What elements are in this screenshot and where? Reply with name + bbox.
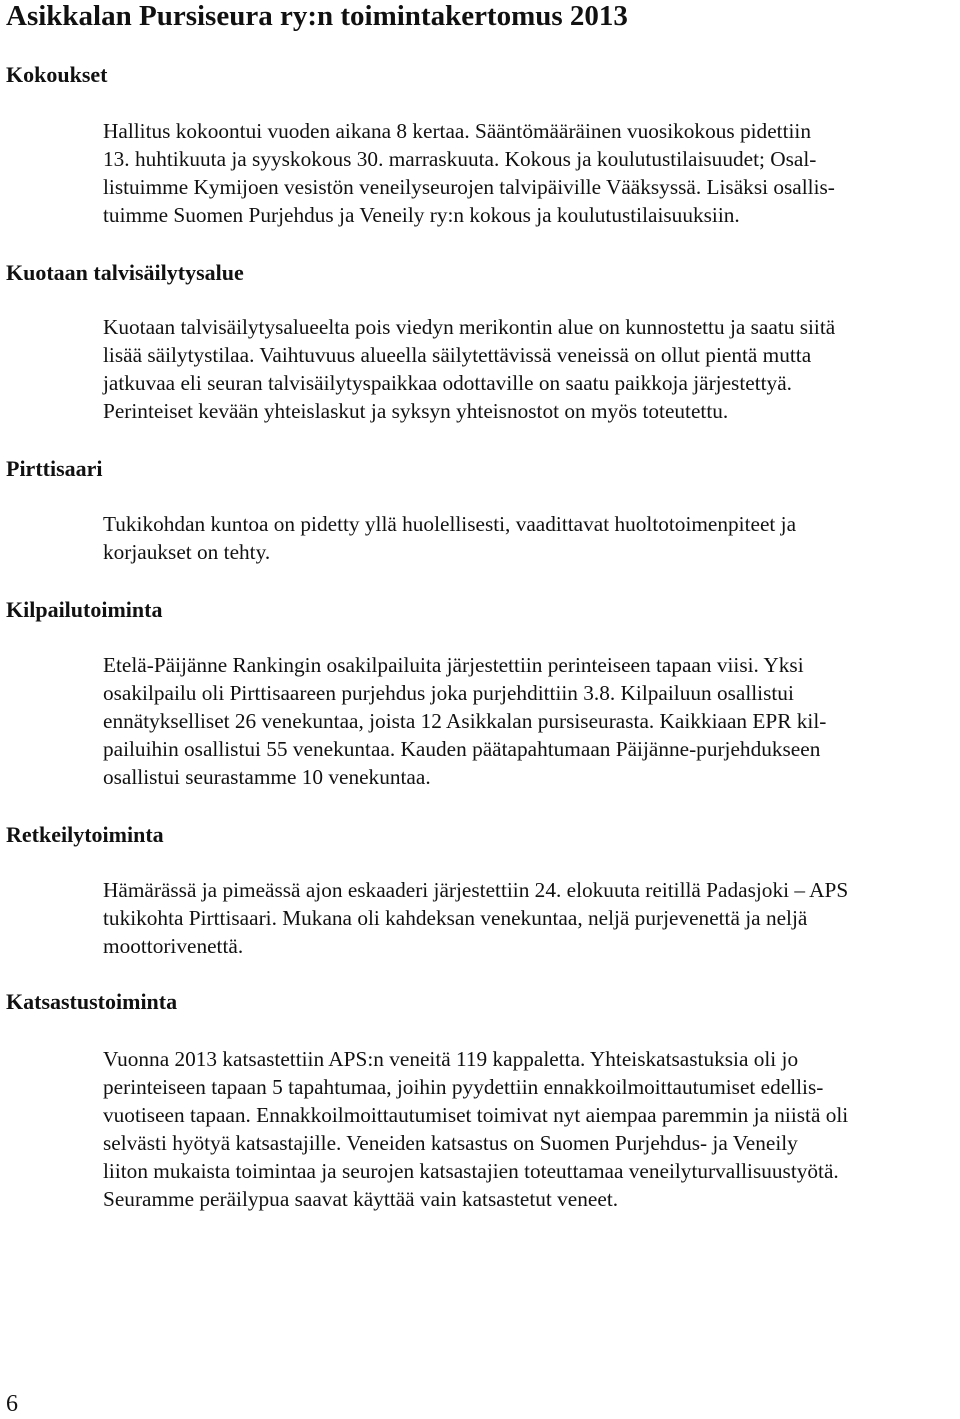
text-line: Etelä-Päijänne Rankingin osakilpailuita järjestettiin perinteiseen tapaan viisi. Yksi <box>103 653 804 677</box>
heading-pirttisaari: Pirttisaari <box>6 456 103 481</box>
text-line: perinteiseen tapaan 5 tapahtumaa, joihin pyydettiin ennakkoilmoittautumiset edellis- <box>103 1075 824 1099</box>
paragraph-kilpailutoiminta <box>103 651 960 791</box>
text-line: lisää säilytystilaa. Vaihtuvuus alueella säilytettävissä veneissä on ollut pientä mutta <box>103 343 812 367</box>
text-line: moottorivenettä. <box>103 934 244 958</box>
text-line: Hallitus kokoontui vuoden aikana 8 kertaa. Sääntömääräinen vuosikokous pidettiin <box>103 119 811 143</box>
text-line: Perinteiset kevään yhteislaskut ja syksyn yhteisnostot on myös toteutettu. <box>103 399 729 423</box>
text-line: listuimme Kymijoen vesistön veneilyseurojen talvipäiville Vääksyssä. Lisäksi osallis- <box>103 175 835 199</box>
text-line: Kuotaan talvisäilytysalueelta pois viedyn merikontin alue on kunnostettu ja saatu siitä <box>103 315 836 339</box>
text-line: korjaukset on tehty. <box>103 540 271 564</box>
text-line: Tukikohdan kuntoa on pidetty yllä huolellisesti, vaadittavat huoltotoimenpiteet ja <box>103 512 797 536</box>
heading-kokoukset: Kokoukset <box>6 62 108 87</box>
text-line: osakilpailu oli Pirttisaareen purjehdus joka purjehdittiin 3.8. Kilpailuun osallistui <box>103 681 794 705</box>
heading-kuotaan-talvisailytysalue: Kuotaan talvisäilytysalue <box>6 260 244 285</box>
text-line: pailuihin osallistui 55 venekuntaa. Kauden päätapahtumaan Päijänne-purjehdukseen <box>103 737 821 761</box>
page-number: 6 <box>6 1391 18 1417</box>
text-line: vuotiseen tapaan. Ennakkoilmoittautumiset toimivat nyt aiempaa paremmin ja niistä oli <box>103 1103 849 1127</box>
text-line: tukikohta Pirttisaari. Mukana oli kahdeksan venekuntaa, neljä purjevenettä ja neljä <box>103 906 808 930</box>
text-line: osallistui seurastamme 10 venekuntaa. <box>103 765 431 789</box>
document-title: Asikkalan Pursiseura ry:n toimintakertomus 2013 <box>6 0 628 32</box>
text-line: ennätykselliset 26 venekuntaa, joista 12 Asikkalan pursiseurasta. Kaikkiaan EPR kil- <box>103 709 827 733</box>
text-line: Vuonna 2013 katsastettiin APS:n veneitä 119 kappaletta. Yhteiskatsastuksia oli jo <box>103 1047 799 1071</box>
text-line: jatkuvaa eli seuran talvisäilytyspaikkaa odottaville on saatu paikkoja järjestettyä. <box>103 371 792 395</box>
text-line: Hämärässä ja pimeässä ajon eskaaderi järjestettiin 24. elokuuta reitillä Padasjoki – APS <box>103 878 849 902</box>
text-line: Seuramme peräilypua saavat käyttää vain katsastetut veneet. <box>103 1187 619 1211</box>
text-line: 13. huhtikuuta ja syyskokous 30. marraskuuta. Kokous ja koulutustilaisuudet; Osal- <box>103 147 817 171</box>
heading-katsastustoiminta: Katsastustoiminta <box>6 989 178 1014</box>
paragraph-kokoukset <box>103 117 960 229</box>
text-line: liiton mukaista toimintaa ja seurojen katsastajien toteuttamaa veneilyturvallisuustyötä. <box>103 1159 839 1183</box>
text-line: tuimme Suomen Purjehdus ja Veneily ry:n kokous ja koulutustilaisuuksiin. <box>103 203 740 227</box>
paragraph-katsastustoiminta <box>103 1045 960 1213</box>
paragraph-pirttisaari <box>103 510 960 566</box>
paragraph-kuotaan-talvisailytysalue <box>103 313 960 425</box>
paragraph-retkeilytoiminta <box>103 876 960 960</box>
heading-kilpailutoiminta: Kilpailutoiminta <box>6 597 163 622</box>
heading-retkeilytoiminta: Retkeilytoiminta <box>6 822 164 847</box>
text-line: selvästi hyötyä katsastajille. Veneiden katsastus on Suomen Purjehdus- ja Veneily <box>103 1131 798 1155</box>
